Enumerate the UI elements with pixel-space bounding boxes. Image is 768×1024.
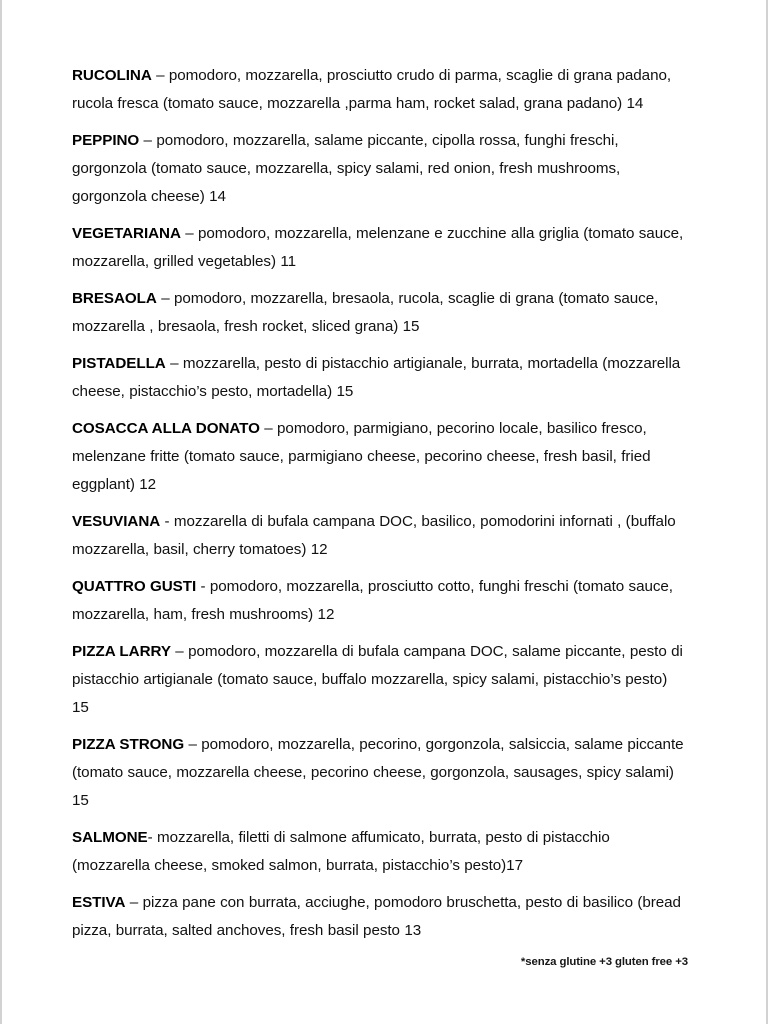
menu-item-description: pomodoro, mozzarella, melenzane e zucchine alla griglia (tomato sauce, mozzarella, grilled vegetables) 11 bbox=[72, 225, 684, 270]
menu-item bbox=[72, 638, 688, 722]
menu-item-description: pomodoro, mozzarella, prosciutto crudo di parma, scaglie di grana padano, rucola fresca (tomato sauce, mozzarella ,parma ham, rocket salad, grana padano) 14 bbox=[72, 67, 672, 112]
menu-item-name: COSACCA ALLA DONATO bbox=[72, 420, 260, 437]
gluten-free-footnote: *senza glutine +3 gluten free +3 bbox=[520, 956, 688, 968]
menu-item bbox=[72, 731, 688, 815]
menu-item bbox=[72, 127, 688, 211]
menu-item-name: PIZZA STRONG bbox=[72, 736, 185, 753]
menu-list bbox=[72, 62, 688, 945]
menu-item-separator: – bbox=[184, 736, 202, 753]
menu-item-name: RUCOLINA bbox=[72, 67, 152, 84]
menu-item-separator: – bbox=[170, 643, 189, 660]
menu-item-separator: – bbox=[259, 420, 278, 437]
menu-item-description: pomodoro, mozzarella, bresaola, rucola, scaglie di grana (tomato sauce, mozzarella , bresaola, fresh rocket, sliced grana) 15 bbox=[72, 290, 659, 335]
menu-item bbox=[72, 508, 688, 564]
menu-item-name: PEPPINO bbox=[72, 132, 140, 149]
menu-item-name: BRESAOLA bbox=[72, 290, 157, 307]
menu-item-description: mozzarella di bufala campana DOC, basilico, pomodorini infornati , (buffalo mozzarella, basil, cherry tomatoes) 12 bbox=[72, 513, 676, 558]
menu-item bbox=[72, 573, 688, 629]
menu-item-description: mozzarella, pesto di pistacchio artigianale, burrata, mortadella (mozzarella cheese, pistacchio’s pesto, mortadella) 15 bbox=[72, 355, 681, 400]
menu-item-name: ESTIVA bbox=[72, 894, 126, 911]
menu-item bbox=[72, 350, 688, 406]
menu-item bbox=[72, 62, 688, 118]
menu-item-name: VEGETARIANA bbox=[72, 225, 181, 242]
menu-item-name: PISTADELLA bbox=[72, 355, 166, 372]
menu-item bbox=[72, 220, 688, 276]
menu-item bbox=[72, 824, 688, 880]
footnote-row bbox=[72, 952, 688, 970]
menu-item-description: pizza pane con burrata, acciughe, pomodoro bruschetta, pesto di basilico (bread pizza, burrata, salted anchoves, fresh basil pesto 13 bbox=[72, 894, 681, 939]
menu-item-separator: - bbox=[196, 578, 210, 595]
menu-item-name: SALMONE bbox=[72, 829, 148, 846]
menu-item-description: pomodoro, mozzarella di bufala campana DOC, salame piccante, pesto di pistacchio artigianale (tomato sauce, buffalo mozzarella, spicy salami, pistacchio’s pesto) 15 bbox=[72, 643, 683, 716]
menu-item-separator: – bbox=[180, 225, 199, 242]
menu-item-description: pomodoro, mozzarella, prosciutto cotto, funghi freschi (tomato sauce, mozzarella, ham, fresh mushrooms) 12 bbox=[72, 578, 673, 623]
menu-item-separator: – bbox=[151, 67, 169, 84]
menu-item-separator: - bbox=[147, 829, 157, 846]
menu-item-separator: – bbox=[125, 894, 143, 911]
menu-item-separator: - bbox=[160, 513, 174, 530]
menu-item-name: QUATTRO GUSTI bbox=[72, 578, 197, 595]
menu-item-description: pomodoro, mozzarella, pecorino, gorgonzola, salsiccia, salame piccante (tomato sauce, mozzarella cheese, pecorino cheese, gorgonzola, sausages, spicy salami) 15 bbox=[72, 736, 684, 809]
menu-item-separator: – bbox=[165, 355, 183, 372]
menu-item-separator: – bbox=[139, 132, 157, 149]
menu-item-name: PIZZA LARRY bbox=[72, 643, 171, 660]
menu-item bbox=[72, 889, 688, 945]
menu-item bbox=[72, 285, 688, 341]
menu-item-separator: – bbox=[156, 290, 174, 307]
menu-item-name: VESUVIANA bbox=[72, 513, 161, 530]
menu-item-description: pomodoro, parmigiano, pecorino locale, basilico fresco, melenzane fritte (tomato sauce, parmigiano cheese, pecorino cheese, fresh basil, fried eggplant) 12 bbox=[72, 420, 651, 493]
menu-item-description: pomodoro, mozzarella, salame piccante, cipolla rossa, funghi freschi, gorgonzola (tomato sauce, mozzarella, spicy salami, red onion, fresh mushrooms, gorgonzola cheese) 14 bbox=[72, 132, 621, 205]
menu-item bbox=[72, 415, 688, 499]
menu-item-description: mozzarella, filetti di salmone affumicato, burrata, pesto di pistacchio (mozzarella cheese, smoked salmon, burrata, pistacchio’s pesto)17 bbox=[72, 829, 610, 874]
